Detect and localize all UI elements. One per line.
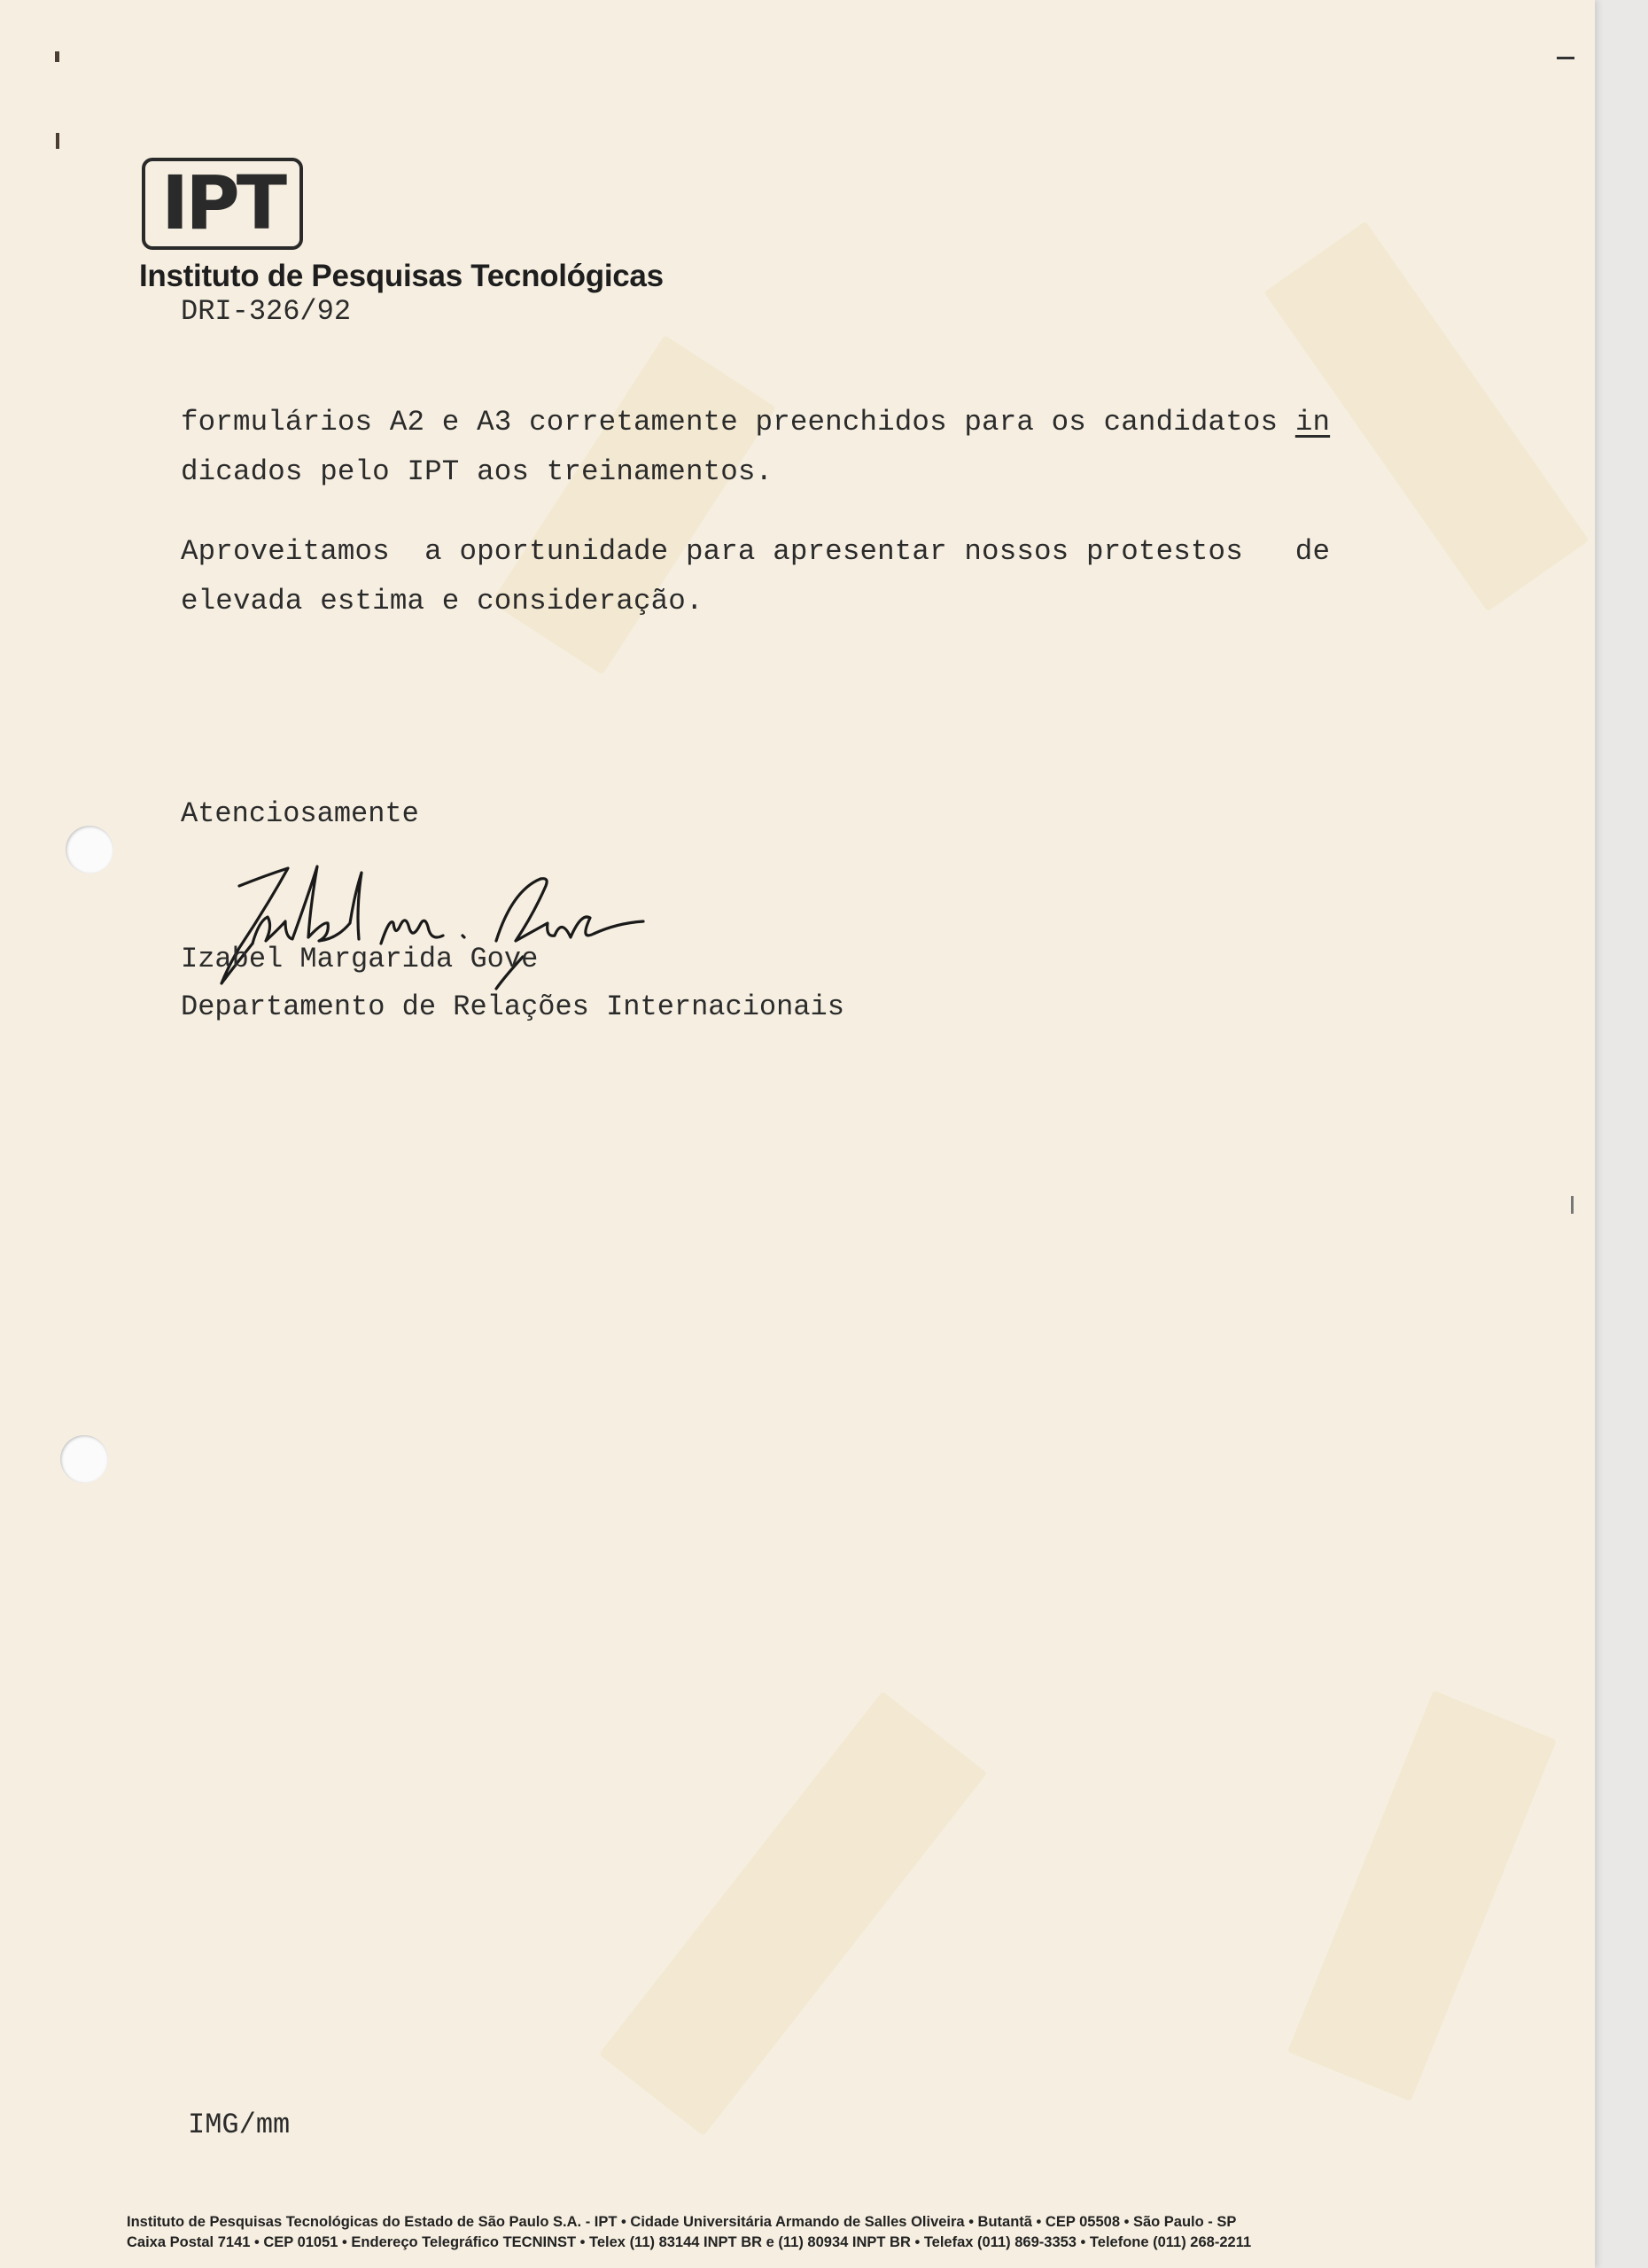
body-line-1-underlined: in <box>1294 406 1331 439</box>
signatory-department: Departamento de Relações Internacionais <box>181 990 844 1023</box>
punch-hole <box>66 826 113 874</box>
scan-mark <box>1571 1196 1574 1214</box>
body-line-4: elevada estima e consideração. <box>181 585 704 617</box>
typist-initials: IMG/mm <box>188 2109 291 2141</box>
closing-salutation: Atenciosamente <box>181 797 419 830</box>
logo-text: IPT <box>160 159 284 246</box>
body-line-3: Aproveitamos a oportunidade para apresentar nossos protestos de <box>181 535 1331 568</box>
tape-stain <box>1287 1690 1557 2101</box>
tape-stain <box>491 335 776 675</box>
ipt-logo <box>142 158 303 250</box>
institution-name: Instituto de Pesquisas Tecnológicas <box>139 259 664 293</box>
footer-address-line-2: Caixa Postal 7141 • CEP 01051 • Endereço Telegráfico TECNINST • Telex (11) 83144 INPT BR e (11) 80934 INPT BR • Telefax (011) 869-3353 • Telefone (011) 268-2211 <box>127 2234 1252 2250</box>
document-reference: DRI-326/92 <box>181 295 352 328</box>
body-line-2: dicados pelo IPT aos treinamentos. <box>181 455 773 488</box>
footer-address-line-1: Instituto de Pesquisas Tecnológicas do Estado de São Paulo S.A. - IPT • Cidade Universitária Armando de Salles Oliveira • Butantã • CEP 05508 • São Paulo - SP <box>127 2214 1237 2230</box>
punch-hole <box>60 1435 108 1483</box>
scan-mark <box>1557 57 1574 59</box>
scan-mark <box>56 133 59 149</box>
scan-mark <box>55 51 59 62</box>
signatory-name: Izabel Margarida Gove <box>181 943 539 975</box>
body-line-1-text: formulários A2 e A3 corretamente preenchidos para os candidatos <box>181 406 1295 439</box>
tape-stain <box>599 1691 987 2136</box>
body-line-1 <box>181 406 1330 439</box>
